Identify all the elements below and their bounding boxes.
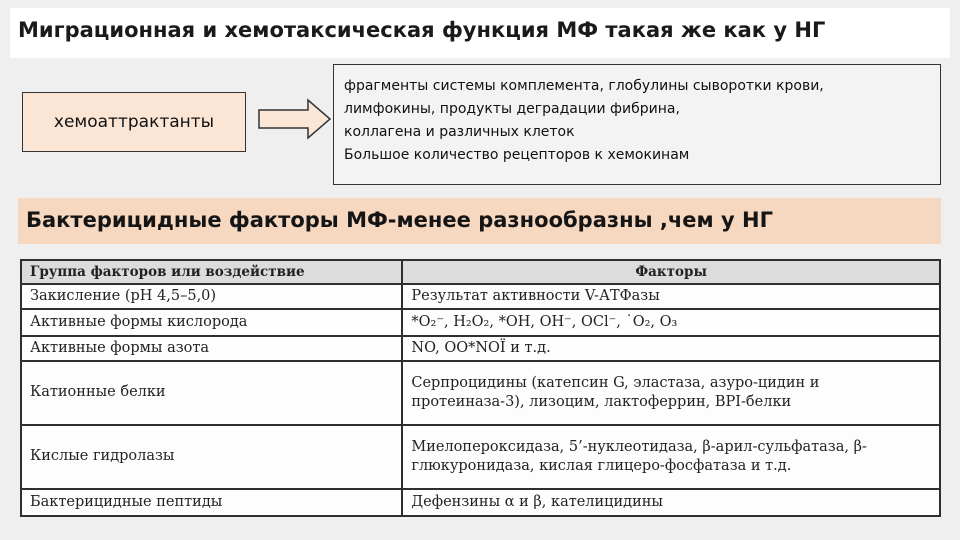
info-line: лимфокины, продукты деградации фибрина,	[344, 101, 680, 117]
chemoattractants-info	[333, 64, 941, 185]
table-cell-group: Кислые гидролазы	[21, 425, 402, 489]
table-cell-factors: Дефензины α и β, кателицидины	[402, 489, 940, 516]
table-cell-factors: Серпроцидины (катепсин G, эластаза, азуро-цидин и протеиназа-3), лизоцим, лактоферрин, BPI-белки	[402, 361, 940, 425]
table-row	[21, 336, 940, 361]
arrow-right-icon	[258, 98, 332, 140]
info-line: коллагена и различных клеток	[344, 124, 575, 140]
table-row	[21, 361, 940, 425]
table-cell-group: Катионные белки	[21, 361, 402, 425]
table-cell-factors: Результат активности V-АТФазы	[402, 284, 940, 309]
table-header-group: Группа факторов или воздействие	[21, 260, 402, 284]
title-bar	[10, 8, 950, 58]
page-title: Миграционная и хемотаксическая функция МФ такая же как у НГ	[18, 18, 826, 42]
table-cell-group: Активные формы азота	[21, 336, 402, 361]
table-cell-group: Закисление (рН 4,5–5,0)	[21, 284, 402, 309]
table-row	[21, 489, 940, 516]
subtitle-bar	[18, 198, 941, 244]
bactericidal-factors-table	[20, 259, 941, 517]
table-cell-factors: *O₂⁻, H₂O₂, *OH, OH⁻, OCl⁻, ˙O₂, O₃	[402, 309, 940, 336]
table-row	[21, 309, 940, 336]
info-line: Большое количество рецепторов к хемокинам	[344, 147, 690, 163]
section-subtitle: Бактерицидные факторы МФ-менее разнообразны ,чем у НГ	[26, 208, 773, 232]
table-cell-group: Активные формы кислорода	[21, 309, 402, 336]
table-row	[21, 425, 940, 489]
chemoattractants-label: хемоаттрактанты	[53, 112, 215, 132]
table-cell-factors: Миелопероксидаза, 5’-нуклеотидаза, β-арил-сульфатаза, β-глюкуронидаза, кислая глицеро-фосфатаза и т.д.	[402, 425, 940, 489]
table-cell-factors: NO, OO*NOÏ и т.д.	[402, 336, 940, 361]
table-row	[21, 284, 940, 309]
table-cell-group: Бактерицидные пептиды	[21, 489, 402, 516]
table-header-factors: Факторы	[402, 260, 940, 284]
info-line: фрагменты системы комплемента, глобулины сыворотки крови,	[344, 78, 824, 94]
chemoattractants-box	[22, 92, 246, 152]
table-header-row	[21, 260, 940, 284]
